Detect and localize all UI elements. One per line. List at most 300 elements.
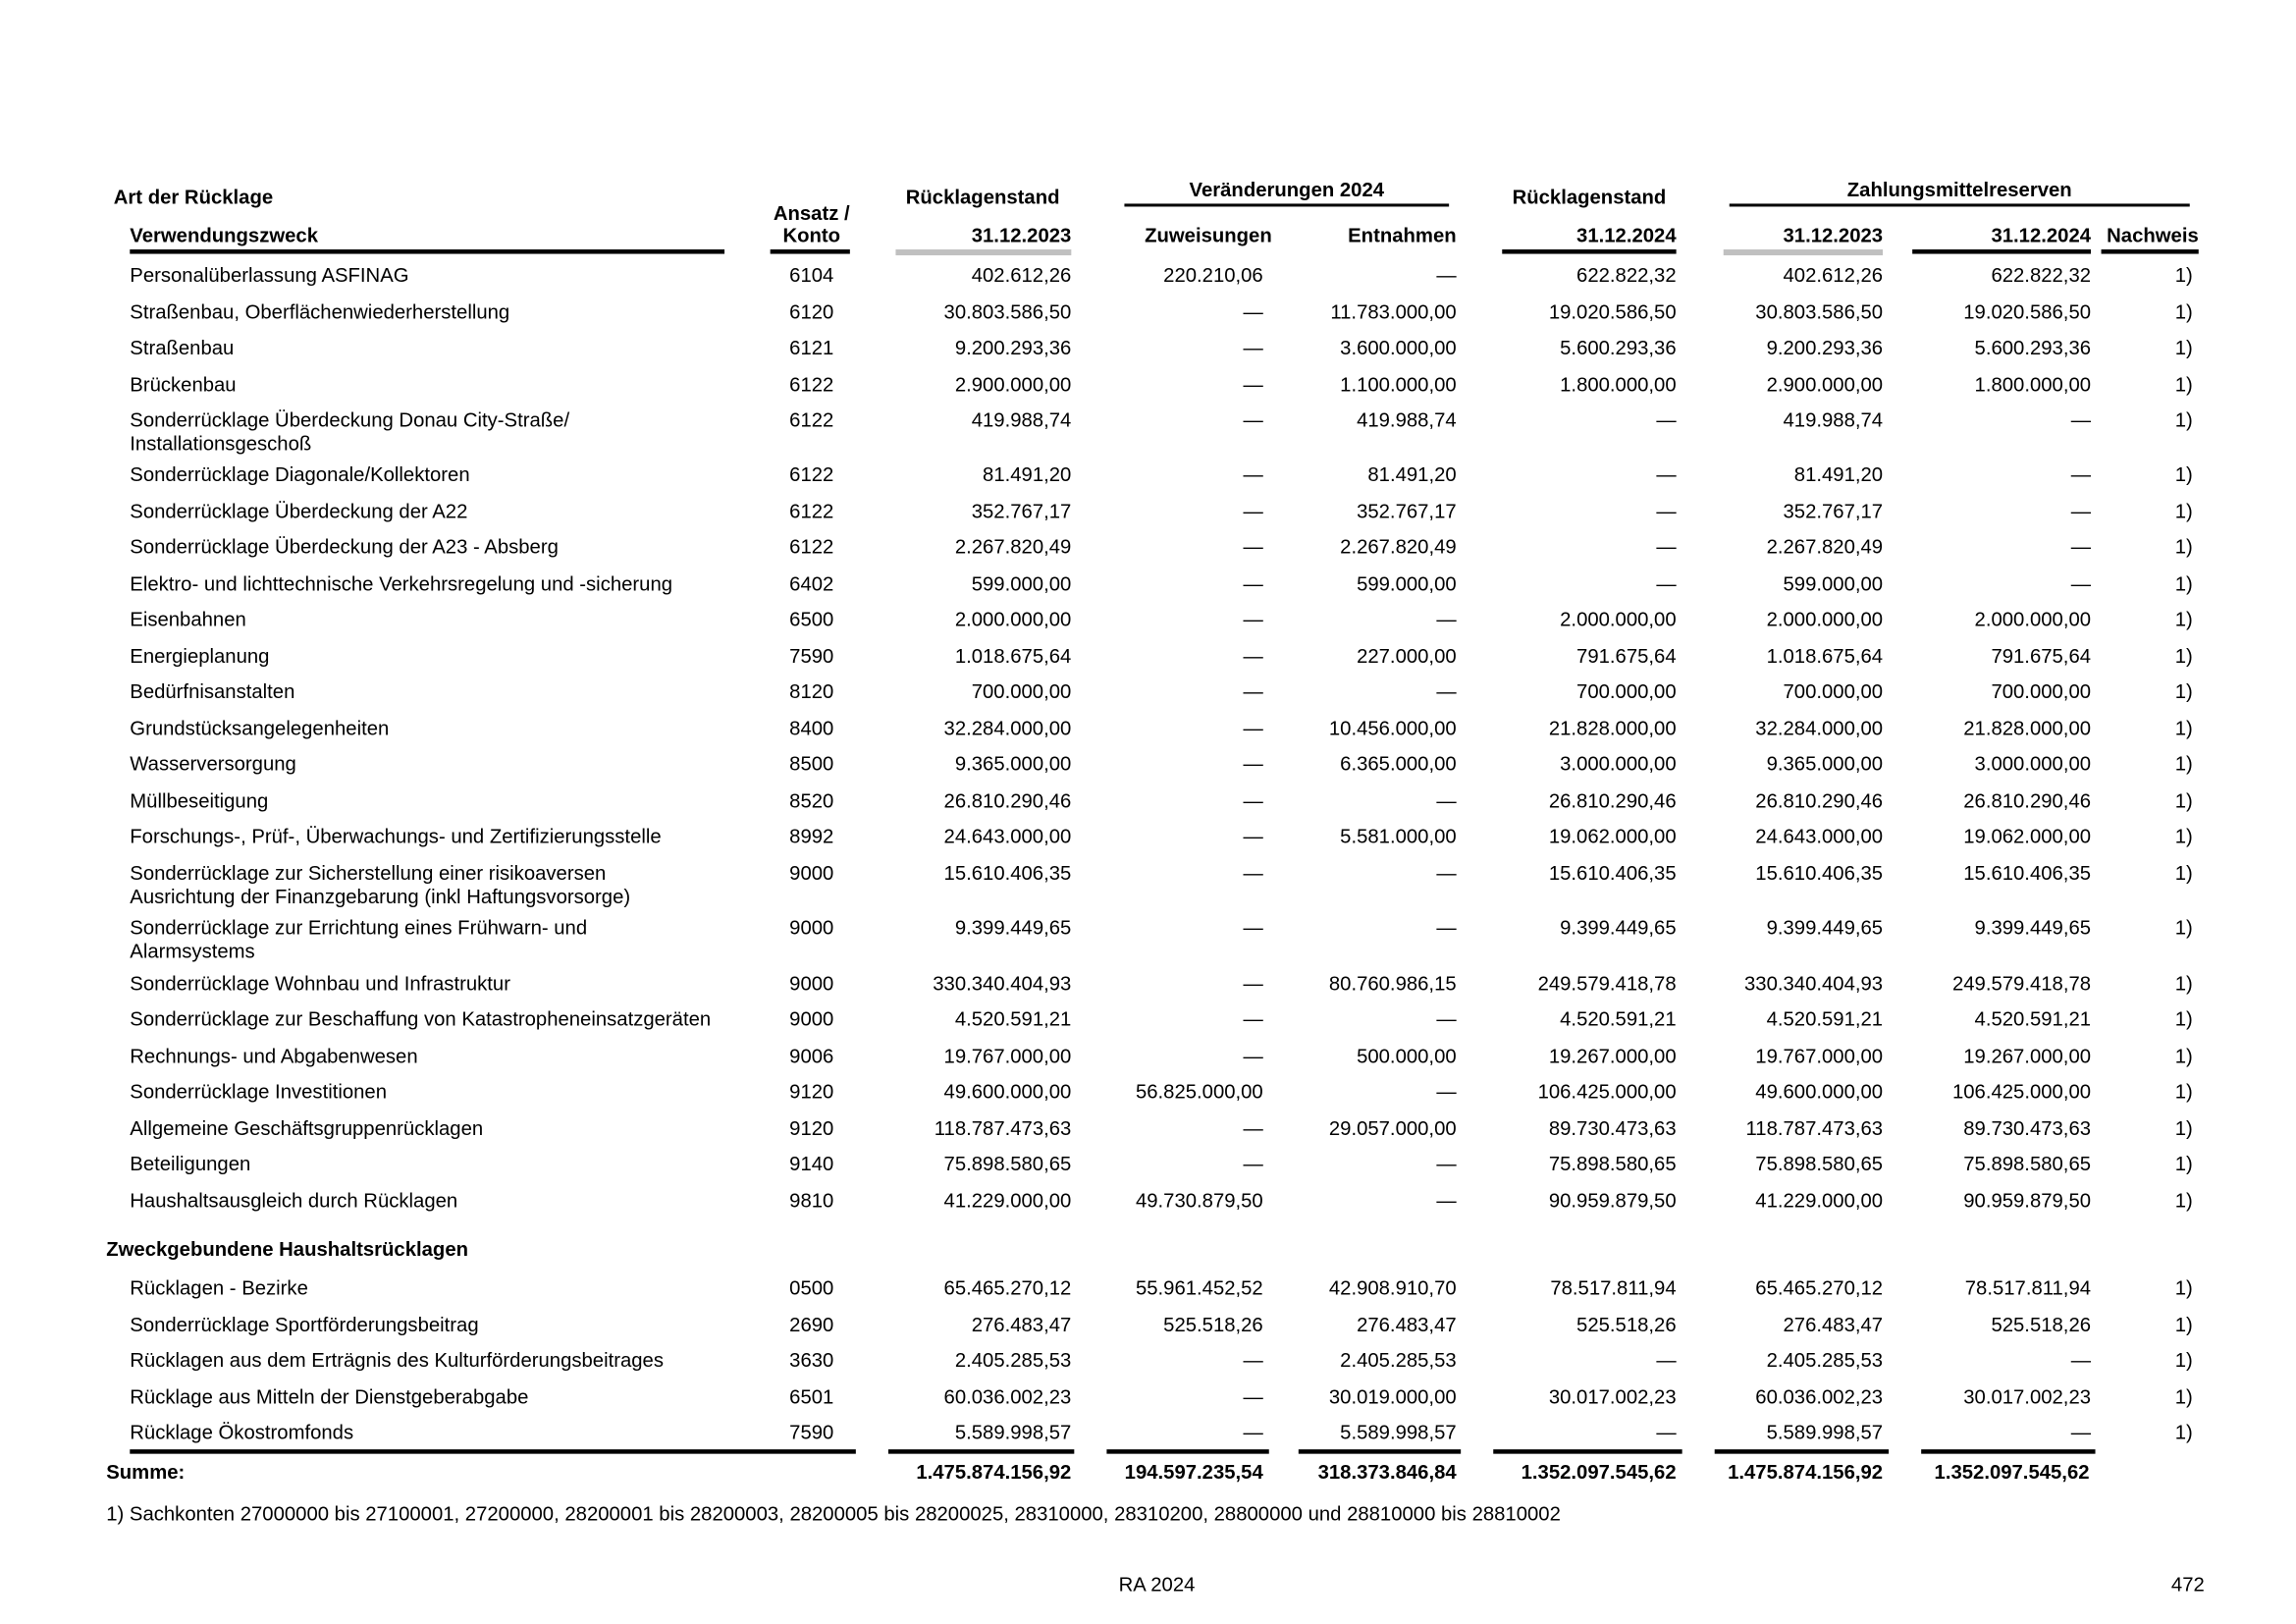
cell-verwendungszweck-line1: Sonderrücklage Sportförderungsbeitrag	[130, 1313, 479, 1335]
cell-zm2024: 19.267.000,00	[1963, 1044, 2092, 1067]
cell-nachweis: 1)	[2174, 717, 2193, 739]
cell-konto: 9000	[789, 916, 834, 940]
cell-zuweisungen: —	[1243, 1007, 1263, 1031]
sum-rs2023: 1.475.874.156,92	[916, 1461, 1072, 1484]
cell-verwendungszweck-line1: Sonderrücklage Überdeckung Donau City-Straße/	[130, 408, 570, 431]
cell-entnahmen: 227.000,00	[1357, 644, 1457, 668]
cell-verwendungszweck	[130, 337, 234, 360]
cell-nachweis: 1)	[2174, 608, 2193, 631]
cell-konto: 7590	[789, 1421, 834, 1444]
rule-zmr2024	[1912, 249, 2091, 254]
cell-konto: 3630	[789, 1348, 834, 1372]
cell-rs2023: 2.900.000,00	[954, 372, 1072, 396]
cell-entnahmen: —	[1436, 1007, 1457, 1031]
cell-zm2023: 19.767.000,00	[1755, 1044, 1884, 1067]
cell-rs2024: 9.399.449,65	[1560, 916, 1677, 940]
cell-zuweisungen: —	[1243, 825, 1263, 848]
cell-zm2024: 1.800.000,00	[1974, 372, 2092, 396]
cell-rs2023: 118.787.473,63	[934, 1116, 1072, 1140]
cell-nachweis: 1)	[2174, 299, 2193, 323]
cell-zuweisungen: 56.825.000,00	[1135, 1080, 1263, 1104]
cell-zm2023: 9.200.293,36	[1766, 336, 1884, 359]
cell-zm2024: —	[2070, 1348, 2092, 1372]
cell-zm2023: 1.018.675,64	[1766, 644, 1884, 668]
cell-verwendungszweck-line1: Beteiligungen	[130, 1153, 251, 1175]
cell-zm2024: —	[2070, 1421, 2092, 1444]
cell-verwendungszweck-line1: Straßenbau	[130, 336, 235, 359]
cell-verwendungszweck-line2: Ausrichtung der Finanzgebarung (inkl Haftungsvorsorge)	[130, 885, 631, 908]
cell-verwendungszweck	[130, 826, 661, 849]
cell-konto: 9000	[789, 861, 834, 885]
cell-verwendungszweck	[130, 1081, 387, 1105]
cell-zuweisungen: —	[1243, 1421, 1263, 1444]
cell-verwendungszweck-line1: Sonderrücklage Überdeckung der A22	[130, 500, 468, 522]
cell-zm2023: 5.589.998,57	[1766, 1421, 1884, 1444]
cell-zm2024: 700.000,00	[1991, 680, 2092, 704]
cell-nachweis: 1)	[2174, 753, 2193, 776]
cell-rs2023: 352.767,17	[971, 500, 1072, 522]
cell-verwendungszweck	[130, 373, 236, 397]
cell-verwendungszweck-line1: Sonderrücklage zur Beschaffung von Katastropheneinsatzgeräten	[130, 1007, 712, 1031]
cell-zm2024: 19.062.000,00	[1963, 825, 2092, 848]
cell-konto: 6122	[789, 372, 834, 396]
cell-rs2023: 1.018.675,64	[954, 644, 1072, 668]
cell-nachweis: 1)	[2174, 1276, 2193, 1299]
cell-zm2024: 15.610.406,35	[1963, 861, 2092, 885]
cell-konto: 0500	[789, 1276, 834, 1299]
cell-entnahmen: 80.760.986,15	[1328, 972, 1457, 995]
cell-rs2023: 32.284.000,00	[943, 717, 1072, 739]
cell-verwendungszweck-line1: Personalüberlassung ASFINAG	[130, 264, 409, 287]
cell-entnahmen: 352.767,17	[1357, 500, 1457, 522]
cell-rs2024: —	[1656, 572, 1677, 595]
cell-zm2024: 249.579.418,78	[1951, 972, 2092, 995]
cell-verwendungszweck	[130, 1008, 711, 1032]
cell-zm2023: 402.612,26	[1783, 264, 1884, 287]
cell-verwendungszweck-line1: Rücklage Ökostromfonds	[130, 1421, 354, 1444]
cell-rs2024: —	[1656, 536, 1677, 559]
header-zmr2024: 31.12.2024	[1991, 224, 2092, 247]
cell-zm2024: —	[2070, 536, 2092, 559]
cell-rs2023: 2.000.000,00	[954, 608, 1072, 631]
cell-entnahmen: 30.019.000,00	[1328, 1384, 1457, 1408]
cell-entnahmen: 6.365.000,00	[1340, 753, 1457, 776]
cell-konto: 7590	[789, 644, 834, 668]
cell-verwendungszweck	[130, 1422, 353, 1445]
cell-zm2023: 65.465.270,12	[1755, 1276, 1884, 1299]
cell-rs2024: —	[1656, 1421, 1677, 1444]
cell-zuweisungen: —	[1243, 1044, 1263, 1067]
cell-verwendungszweck	[130, 408, 569, 456]
cell-rs2023: 419.988,74	[971, 408, 1072, 431]
cell-zm2023: 26.810.290,46	[1755, 789, 1884, 812]
cell-zuweisungen: —	[1243, 1153, 1263, 1175]
cell-rs2024: 19.267.000,00	[1548, 1044, 1677, 1067]
cell-zuweisungen: —	[1243, 916, 1263, 940]
cell-entnahmen: —	[1436, 264, 1457, 287]
footer-report-label: RA 2024	[1118, 1573, 1196, 1596]
cell-rs2023: 599.000,00	[971, 572, 1072, 595]
cell-zuweisungen: —	[1243, 336, 1263, 359]
cell-verwendungszweck	[130, 972, 510, 996]
cell-rs2023: 2.405.285,53	[954, 1348, 1072, 1372]
cell-rs2024: —	[1656, 463, 1677, 487]
cell-zm2024: 78.517.811,94	[1964, 1276, 2092, 1299]
sum-rs2024: 1.352.097.545,62	[1521, 1461, 1677, 1484]
cell-nachweis: 1)	[2174, 1153, 2193, 1175]
cell-konto: 6122	[789, 408, 834, 431]
cell-rs2023: 30.803.586,50	[943, 299, 1072, 323]
cell-rs2024: 2.000.000,00	[1560, 608, 1677, 631]
cell-zm2024: 106.425.000,00	[1951, 1080, 2092, 1104]
cell-verwendungszweck	[130, 917, 587, 964]
cell-entnahmen: —	[1436, 608, 1457, 631]
cell-verwendungszweck-line1: Sonderrücklage Investitionen	[130, 1080, 388, 1104]
cell-verwendungszweck-line1: Sonderrücklage Überdeckung der A23 - Absberg	[130, 536, 559, 559]
cell-verwendungszweck-line1: Rücklagen - Bezirke	[130, 1276, 308, 1299]
cell-zm2024: 3.000.000,00	[1974, 753, 2092, 776]
cell-verwendungszweck-line1: Haushaltsausgleich durch Rücklagen	[130, 1189, 458, 1212]
cell-zuweisungen: —	[1243, 1348, 1263, 1372]
cell-nachweis: 1)	[2174, 372, 2193, 396]
header-rs2024-date: 31.12.2024	[1576, 224, 1677, 247]
cell-zm2023: 276.483,47	[1783, 1313, 1884, 1335]
cell-zm2023: 60.036.002,23	[1755, 1384, 1884, 1408]
cell-konto: 9120	[789, 1116, 834, 1140]
cell-rs2024: 21.828.000,00	[1548, 717, 1677, 739]
rule-sum-zm2023	[1715, 1449, 1889, 1454]
header-zmr2023: 31.12.2023	[1783, 224, 1884, 247]
cell-rs2023: 41.229.000,00	[943, 1189, 1072, 1212]
cell-zm2023: 700.000,00	[1783, 680, 1884, 704]
cell-zuweisungen: —	[1243, 680, 1263, 704]
cell-entnahmen: —	[1436, 1189, 1457, 1212]
header-entnahmen: Entnahmen	[1348, 224, 1457, 247]
sum-zm2023: 1.475.874.156,92	[1728, 1461, 1884, 1484]
cell-verwendungszweck	[130, 645, 269, 669]
cell-verwendungszweck	[130, 862, 630, 909]
cell-verwendungszweck	[130, 681, 294, 705]
rule-sum-name	[130, 1449, 856, 1454]
cell-zm2023: 30.803.586,50	[1755, 299, 1884, 323]
rule-veraenderungen	[1124, 203, 1449, 206]
cell-verwendungszweck	[130, 1276, 308, 1300]
cell-nachweis: 1)	[2174, 1348, 2193, 1372]
cell-verwendungszweck	[130, 572, 672, 596]
cell-zm2023: 41.229.000,00	[1755, 1189, 1884, 1212]
cell-rs2023: 2.267.820,49	[954, 536, 1072, 559]
cell-zm2023: 81.491,20	[1793, 463, 1884, 487]
cell-konto: 6122	[789, 500, 834, 522]
sum-label: Summe:	[106, 1461, 186, 1484]
cell-verwendungszweck-line1: Allgemeine Geschäftsgruppenrücklagen	[130, 1116, 484, 1140]
cell-rs2023: 81.491,20	[983, 463, 1072, 487]
cell-zuweisungen: —	[1243, 717, 1263, 739]
rule-zmr2023	[1724, 249, 1883, 255]
cell-verwendungszweck-line1: Forschungs-, Prüf-, Überwachungs- und Zertifizierungsstelle	[130, 825, 662, 848]
cell-verwendungszweck-line1: Brückenbau	[130, 372, 237, 396]
rule-sum-ent	[1299, 1449, 1461, 1454]
cell-nachweis: 1)	[2174, 1116, 2193, 1140]
header-rs2024: Rücklagenstand	[1512, 186, 1667, 208]
cell-konto: 6501	[789, 1384, 834, 1408]
cell-entnahmen: 11.783.000,00	[1330, 299, 1457, 323]
cell-nachweis: 1)	[2174, 680, 2193, 704]
rule-rs2024	[1502, 249, 1676, 254]
cell-zm2023: 599.000,00	[1783, 572, 1884, 595]
cell-verwendungszweck	[130, 1153, 250, 1176]
cell-rs2024: 249.579.418,78	[1537, 972, 1677, 995]
cell-rs2023: 49.600.000,00	[943, 1080, 1072, 1104]
cell-zm2023: 9.399.449,65	[1766, 916, 1884, 940]
cell-konto: 6402	[789, 572, 834, 595]
cell-verwendungszweck	[130, 789, 268, 813]
cell-zm2024: 5.600.293,36	[1974, 336, 2092, 359]
cell-zuweisungen: —	[1243, 408, 1263, 431]
cell-zuweisungen: 525.518,26	[1163, 1313, 1263, 1335]
cell-konto: 6104	[789, 264, 834, 287]
cell-zm2023: 2.405.285,53	[1766, 1348, 1884, 1372]
cell-verwendungszweck	[130, 1385, 528, 1409]
cell-nachweis: 1)	[2174, 1384, 2193, 1408]
cell-zm2024: —	[2070, 408, 2092, 431]
cell-zm2024: 90.959.879,50	[1963, 1189, 2092, 1212]
cell-nachweis: 1)	[2174, 1189, 2193, 1212]
cell-rs2023: 5.589.998,57	[954, 1421, 1072, 1444]
cell-rs2024: 106.425.000,00	[1537, 1080, 1677, 1104]
rule-nachweis	[2102, 249, 2199, 254]
cell-zm2024: 26.810.290,46	[1963, 789, 2092, 812]
header-veraenderungen: Veränderungen 2024	[1189, 178, 1385, 201]
cell-nachweis: 1)	[2174, 825, 2193, 848]
cell-zuweisungen: —	[1243, 1116, 1263, 1140]
cell-rs2023: 19.767.000,00	[943, 1044, 1072, 1067]
cell-zuweisungen: —	[1243, 861, 1263, 885]
header-zuweisungen: Zuweisungen	[1145, 224, 1272, 247]
cell-zm2024: —	[2070, 463, 2092, 487]
header-art: Art der Rücklage	[113, 186, 274, 208]
cell-zm2024: —	[2070, 500, 2092, 522]
cell-rs2024: 26.810.290,46	[1548, 789, 1677, 812]
cell-rs2024: —	[1656, 408, 1677, 431]
cell-nachweis: 1)	[2174, 536, 2193, 559]
header-verwendung: Verwendungszweck	[130, 224, 319, 247]
cell-verwendungszweck	[130, 300, 509, 324]
cell-zuweisungen: 55.961.452,52	[1135, 1276, 1263, 1299]
cell-verwendungszweck-line1: Elektro- und lichttechnische Verkehrsregelung und -sicherung	[130, 572, 673, 595]
cell-rs2023: 4.520.591,21	[954, 1007, 1072, 1031]
cell-nachweis: 1)	[2174, 916, 2193, 940]
cell-rs2023: 65.465.270,12	[943, 1276, 1072, 1299]
cell-zuweisungen: —	[1243, 299, 1263, 323]
header-ansatz	[760, 202, 863, 246]
cell-rs2024: 3.000.000,00	[1560, 753, 1677, 776]
cell-zuweisungen: —	[1243, 753, 1263, 776]
cell-verwendungszweck	[130, 1116, 483, 1140]
cell-verwendungszweck-line1: Energieplanung	[130, 644, 270, 668]
cell-rs2024: 1.800.000,00	[1560, 372, 1677, 396]
cell-zuweisungen: —	[1243, 644, 1263, 668]
cell-entnahmen: 10.456.000,00	[1328, 717, 1457, 739]
cell-rs2023: 276.483,47	[971, 1313, 1072, 1335]
cell-zm2024: 30.017.002,23	[1963, 1384, 2092, 1408]
cell-zm2023: 2.000.000,00	[1766, 608, 1884, 631]
cell-nachweis: 1)	[2174, 264, 2193, 287]
cell-konto: 8520	[789, 789, 834, 812]
cell-rs2024: 15.610.406,35	[1548, 861, 1677, 885]
rule-sum-rs2023	[888, 1449, 1074, 1454]
cell-verwendungszweck	[130, 500, 467, 523]
cell-entnahmen: 419.988,74	[1357, 408, 1457, 431]
cell-rs2023: 402.612,26	[971, 264, 1072, 287]
cell-rs2023: 330.340.404,93	[933, 972, 1072, 995]
cell-konto: 9000	[789, 1007, 834, 1031]
cell-entnahmen: 500.000,00	[1357, 1044, 1457, 1067]
cell-zm2023: 15.610.406,35	[1755, 861, 1884, 885]
cell-konto: 6121	[789, 336, 834, 359]
cell-entnahmen: 2.405.285,53	[1340, 1348, 1457, 1372]
cell-rs2024: 19.062.000,00	[1548, 825, 1677, 848]
cell-nachweis: 1)	[2174, 572, 2193, 595]
cell-entnahmen: 5.589.998,57	[1340, 1421, 1457, 1444]
rule-sum-zuw	[1106, 1449, 1268, 1454]
cell-konto: 6122	[789, 536, 834, 559]
cell-zm2024: 19.020.586,50	[1963, 299, 2092, 323]
cell-entnahmen: 1.100.000,00	[1340, 372, 1457, 396]
cell-entnahmen: —	[1436, 789, 1457, 812]
cell-zm2023: 24.643.000,00	[1755, 825, 1884, 848]
rule-zmr	[1730, 203, 2190, 206]
cell-zm2023: 352.767,17	[1783, 500, 1884, 522]
header-zmr: Zahlungsmittelreserven	[1846, 178, 2072, 201]
cell-rs2024: 90.959.879,50	[1548, 1189, 1677, 1212]
cell-rs2024: 19.020.586,50	[1548, 299, 1677, 323]
cell-konto: 2690	[789, 1313, 834, 1335]
sum-entnahmen: 318.373.846,84	[1317, 1461, 1457, 1484]
cell-verwendungszweck	[130, 464, 469, 488]
cell-verwendungszweck-line1: Straßenbau, Oberflächenwiederherstellung	[130, 299, 510, 323]
cell-nachweis: 1)	[2174, 972, 2193, 995]
cell-rs2023: 9.200.293,36	[954, 336, 1072, 359]
cell-verwendungszweck-line2: Alarmsystems	[130, 940, 255, 963]
cell-rs2024: 89.730.473,63	[1548, 1116, 1677, 1140]
cell-verwendungszweck-line1: Grundstücksangelegenheiten	[130, 717, 390, 739]
cell-zm2024: 75.898.580,65	[1963, 1153, 2092, 1175]
cell-verwendungszweck-line1: Sonderrücklage zur Sicherstellung einer risikoaversen	[130, 861, 607, 885]
cell-nachweis: 1)	[2174, 1421, 2193, 1444]
cell-entnahmen: —	[1436, 680, 1457, 704]
cell-zuweisungen: —	[1243, 608, 1263, 631]
cell-verwendungszweck-line1: Eisenbahnen	[130, 608, 246, 631]
cell-zm2024: 4.520.591,21	[1974, 1007, 2092, 1031]
cell-rs2024: 700.000,00	[1576, 680, 1677, 704]
cell-rs2024: 78.517.811,94	[1550, 1276, 1677, 1299]
cell-rs2024: —	[1656, 500, 1677, 522]
header-rs2023: Rücklagenstand	[905, 186, 1060, 208]
cell-zuweisungen: —	[1243, 500, 1263, 522]
cell-konto: 8400	[789, 717, 834, 739]
cell-verwendungszweck	[130, 536, 559, 560]
cell-nachweis: 1)	[2174, 463, 2193, 487]
cell-nachweis: 1)	[2174, 500, 2193, 522]
cell-nachweis: 1)	[2174, 1044, 2193, 1067]
cell-entnahmen: 81.491,20	[1367, 463, 1457, 487]
section-title-zweckgebunden: Zweckgebundene Haushaltsrücklagen	[106, 1238, 469, 1261]
cell-zuweisungen: —	[1243, 536, 1263, 559]
header-ansatz-line2: Konto	[782, 224, 841, 247]
cell-entnahmen: 5.581.000,00	[1340, 825, 1457, 848]
cell-entnahmen: 3.600.000,00	[1340, 336, 1457, 359]
cell-entnahmen: 599.000,00	[1357, 572, 1457, 595]
cell-verwendungszweck	[130, 1189, 457, 1213]
cell-verwendungszweck-line2: Installationsgeschoß	[130, 432, 312, 455]
cell-konto: 6120	[789, 299, 834, 323]
cell-rs2024: 5.600.293,36	[1560, 336, 1677, 359]
cell-zuweisungen: —	[1243, 463, 1263, 487]
cell-rs2023: 24.643.000,00	[943, 825, 1072, 848]
cell-zm2023: 9.365.000,00	[1766, 753, 1884, 776]
cell-verwendungszweck-line1: Rechnungs- und Abgabenwesen	[130, 1044, 418, 1067]
cell-zm2023: 2.900.000,00	[1766, 372, 1884, 396]
cell-verwendungszweck	[130, 609, 245, 632]
cell-verwendungszweck-line1: Rücklage aus Mitteln der Dienstgeberabgabe	[130, 1384, 529, 1408]
cell-zm2024: —	[2070, 572, 2092, 595]
sum-zm2024: 1.352.097.545,62	[1934, 1461, 2090, 1484]
cell-konto: 9140	[789, 1153, 834, 1175]
cell-verwendungszweck-line1: Sonderrücklage Wohnbau und Infrastruktur	[130, 972, 510, 995]
cell-nachweis: 1)	[2174, 861, 2193, 885]
cell-nachweis: 1)	[2174, 408, 2193, 431]
cell-verwendungszweck-line1: Sonderrücklage zur Errichtung eines Frühwarn- und	[130, 916, 588, 940]
cell-zm2024: 21.828.000,00	[1963, 717, 2092, 739]
cell-konto: 9000	[789, 972, 834, 995]
cell-zm2023: 75.898.580,65	[1755, 1153, 1884, 1175]
cell-verwendungszweck	[130, 753, 296, 777]
cell-zuweisungen: —	[1243, 972, 1263, 995]
cell-zm2023: 4.520.591,21	[1766, 1007, 1884, 1031]
cell-entnahmen: —	[1436, 916, 1457, 940]
cell-zm2024: 89.730.473,63	[1963, 1116, 2092, 1140]
cell-konto: 9810	[789, 1189, 834, 1212]
cell-konto: 9120	[789, 1080, 834, 1104]
cell-rs2023: 26.810.290,46	[943, 789, 1072, 812]
cell-entnahmen: —	[1436, 1080, 1457, 1104]
cell-nachweis: 1)	[2174, 644, 2193, 668]
cell-rs2024: 622.822,32	[1576, 264, 1677, 287]
cell-verwendungszweck	[130, 1045, 417, 1068]
cell-zuweisungen: —	[1243, 789, 1263, 812]
cell-rs2024: 791.675,64	[1576, 644, 1677, 668]
cell-zm2024: 791.675,64	[1991, 644, 2092, 668]
cell-zm2023: 118.787.473,63	[1745, 1116, 1884, 1140]
cell-rs2024: 525.518,26	[1576, 1313, 1677, 1335]
cell-rs2023: 9.365.000,00	[954, 753, 1072, 776]
cell-entnahmen: 42.908.910,70	[1328, 1276, 1457, 1299]
cell-nachweis: 1)	[2174, 789, 2193, 812]
cell-verwendungszweck-line1: Wasserversorgung	[130, 753, 296, 776]
cell-zuweisungen: 220.210,06	[1163, 264, 1263, 287]
cell-zm2023: 419.988,74	[1783, 408, 1884, 431]
cell-rs2023: 60.036.002,23	[943, 1384, 1072, 1408]
cell-rs2023: 15.610.406,35	[943, 861, 1072, 885]
cell-nachweis: 1)	[2174, 336, 2193, 359]
sum-zuweisungen: 194.597.235,54	[1124, 1461, 1263, 1484]
cell-zm2023: 49.600.000,00	[1755, 1080, 1884, 1104]
cell-rs2023: 700.000,00	[971, 680, 1072, 704]
rule-verwendung	[130, 249, 724, 254]
cell-zuweisungen: 49.730.879,50	[1135, 1189, 1263, 1212]
cell-verwendungszweck	[130, 264, 408, 288]
